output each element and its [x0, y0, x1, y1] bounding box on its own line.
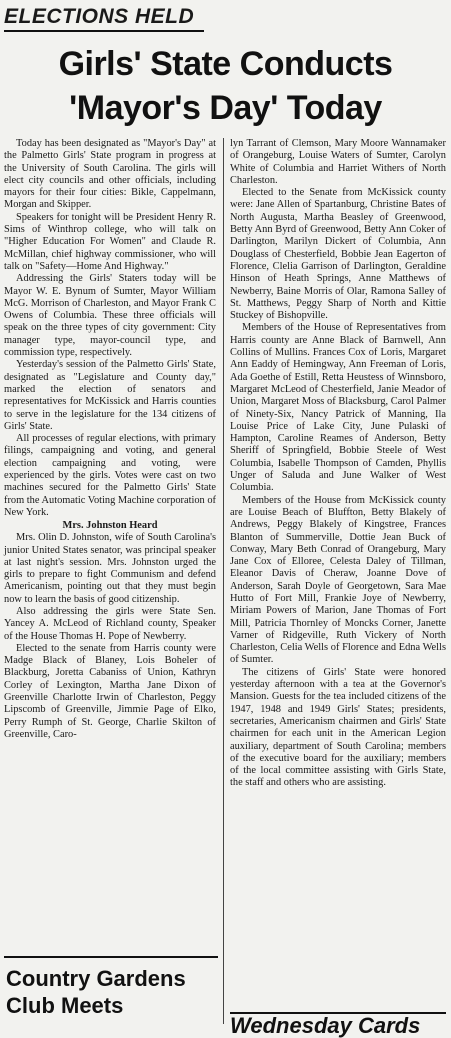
teaser-rule [4, 956, 218, 958]
article-paragraph: Members of the House of Representatives from Harris county are Anne Black of Barnwell, Ann Collins of Mullins. Frances Cox of Loris, Margaret Ann Eaddy of Hemingway, Ann Freeman of Loris, Ada Goethe of Estill, Retta Heustess of Winnsboro, Margaret McLeod of Chesterfield, Janie Meador of Union, Margaret Moss of Blacksburg, Carol Palmer of Ninety-Six, Nancy Patrick of Manning, Ila Louise Price of Lake City, June Pulaski of Hampton, Caroline Reames of Anderson, Betty Sheriff of Springfield, Bobbie Steele of West Columbia, Isabelle Thompson of Camden, Phyllis Unger of Saluda and June Walker of West Columbia. [230, 322, 446, 494]
section-kicker: ELECTIONS HELD [4, 5, 195, 28]
kicker-underline [4, 30, 204, 32]
article-paragraph: Elected to the Senate from McKissick county were: Jane Allen of Spartanburg, Christine Bates of North Augusta, Martha Beasley of Greenwood, Betty Ann Byrd of Greenwood, Betty Ann Coker of Darlington, Marilyn Dickert of Columbia, Ann Douglass of Chesterfield, Bobbie Jean Eagerton of Florence, Clelia Garrison of Darlington, Geraldine Hinson of Heath Springs, Anne Matthews of Newberry, Baine Morris of Olar, Ramona Salley of St. Matthews, Peggy Sharp of North and Kittie Stuckey of Bishopville. [230, 187, 446, 322]
article-paragraph: Elected to the senate from Harris county were Madge Black of Blaney, Lois Boheler of Blackburg, Joretta Cabaniss of Union, Kathryn Corley of Lexington, Martha Jane Dixon of Greenville Charlotte Irwin of Charleston, Peggy Lipscomb of Greenville, Jimmie Page of Elko, Perry Rumph of St. George, Charlie Skilton of Greenville, Caro- [4, 642, 216, 740]
headline-line-2: 'Mayor's Day' Today [69, 89, 382, 127]
article-paragraph: Members of the House from McKissick county are Louise Beach of Bluffton, Betty Blakely of Andrews, Peggy Blakely of Kingstree, Frances Blanton of Summerville, Dottie Jean Buck of Conway, Mary Beth Conrad of Orangeburg, Mary Jane Cox of Elloree, Celesta Daley of Tillman, Eleanor Davis of Cheraw, Joanne Dove of Anderson, Sarah Doyle of Georgetown, Sara Mae Hutto of Fort Mill, Frankie Joye of Newberry, Miriam Powers of Marion, Jane Thomas of Fort Mill, Patricia Thornley of Moncks Corner, Janette Varner of Ridgeville, Ruth Vickery of North Charleston, Celia Wells of Florence and Edna Wells of Sumter. [230, 494, 446, 666]
article-paragraph: Today has been designated as "Mayor's Day" at the Palmetto Girls' State program in progress at the University of South Carolina. The girls will elect city councils and other officials, including mayors for their four cities: Bikle, Cappelmann, Morgan and Skipper. [4, 138, 216, 211]
article-paragraph: The citizens of Girls' State were honored yesterday afternoon with a tea at the Governor's Mansion. Guests for the tea included citizens of the 1947, 1948 and 1949 Girls' States; presidents, secretaries, Americanism chairmen and Girls' State chairmen for each unit in the American Legion auxiliary, department of South Carolina; members of the executive board for the auxiliary; members of the local committee assisting with Girls State, the staff and others who are assisting. [230, 666, 446, 789]
article-paragraph: Yesterday's session of the Palmetto Girls' State, designated as "Legislature and County day," marked the election of senators and representatives for McKissick and Harris counties to serve in the legislature for the 134 citizens of Girls' State. [4, 359, 216, 432]
article-column-right [230, 138, 446, 790]
cut-headline-clip [230, 1013, 446, 1038]
article-column-left [4, 138, 216, 741]
teaser-headline-line-2: Club Meets [6, 993, 124, 1018]
teaser-headline-line-1: Country Gardens [6, 966, 186, 991]
article-paragraph: Addressing the Girls' Staters today will be Mayor W. E. Bynum of Sumter, Mayor William McG. Morrison of Charleston, and Mayor Frank C Owens of Columbia. These three officials will speak on the three types of city government: City manager type, mayor-council type, and commission type, respectively. [4, 273, 216, 359]
article-paragraph: All processes of regular elections, with primary filings, campaigning and voting, and general election campaigning and voting, were experienced by the girls. Votes were cast on two machines secured for the Palmetto Girls' State from the Automatic Voting Machine corporation of New York. [4, 433, 217, 518]
article-paragraph: Speakers for tonight will be President Henry R. Sims of Winthrop college, who will talk on "Higher Education For Women" and Claude R. McMillan, chief highway commissioner, who will talk on "Safety—Home And Highway." [4, 211, 216, 272]
headline-line-1: Girls' State Conducts [58, 45, 393, 83]
article-paragraph: Also addressing the girls were State Sen. Yancey A. McLeod of Richland county, Speaker of the House Thomas H. Pope of Newberry. [4, 605, 216, 642]
column-divider [223, 138, 224, 1024]
article-paragraph: lyn Tarrant of Clemson, Mary Moore Wannamaker of Orangeburg, Louise Waters of Sumter, Carolyn White of Columbia and Harriet Withers of North Charleston. [230, 138, 446, 186]
cut-headline: Wednesday Cards [230, 1013, 421, 1038]
article-paragraph: Mrs. Olin D. Johnston, wife of South Carolina's junior United States senator, was principal speaker at last night's session. Mrs. Johnston urged the girls to prepare to fight Communism and defend Americanism, pointing out that they must begin now to learn the basis of good citizenship. [4, 532, 216, 605]
article-subhead: Mrs. Johnston Heard [62, 520, 158, 532]
